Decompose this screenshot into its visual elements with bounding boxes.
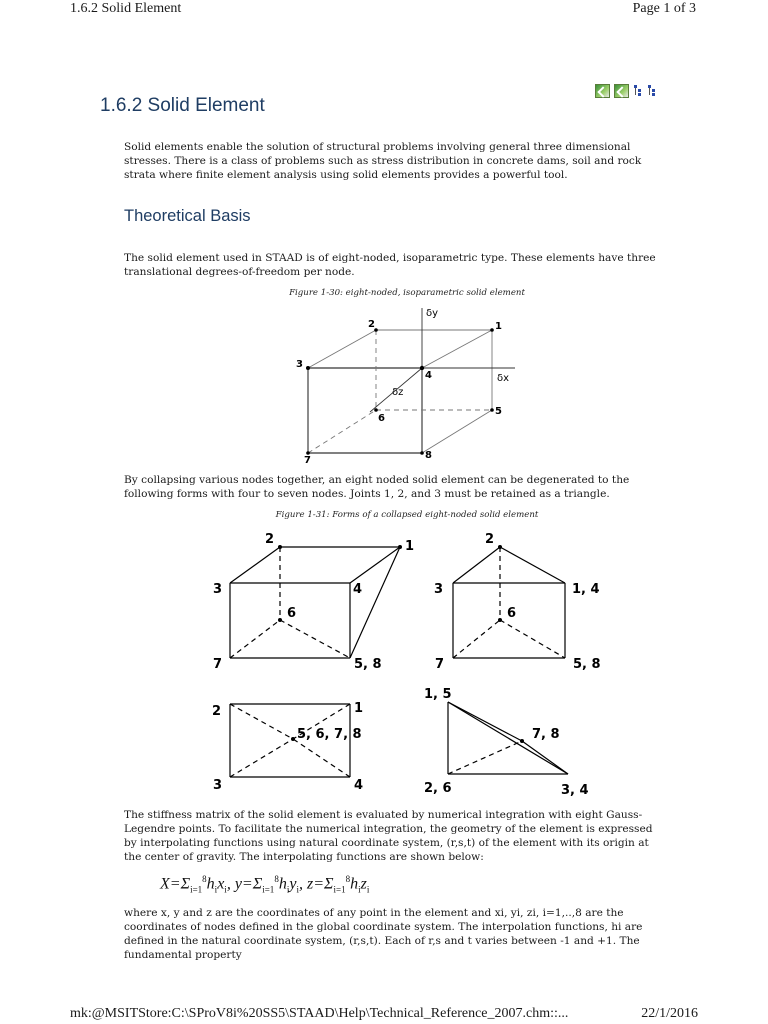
node-label: 6: [507, 606, 517, 621]
figure-1-30-caption: Figure 1-30: eight-noded, isoparametric solid element: [289, 288, 525, 298]
node-label: 7, 8: [532, 727, 560, 742]
node-label: 5, 6, 7, 8: [297, 727, 362, 742]
sum-lower: i=1: [262, 884, 275, 895]
document-path: mk:@MSITStore:C:\SProV8i%20SS5\STAAD\Help\Technical_Reference_2007.chm::...: [70, 1006, 569, 1021]
axis-dy-label: δy: [426, 308, 439, 319]
h-index: i: [358, 884, 361, 895]
node-label: 3, 4: [561, 783, 589, 798]
node-label: 5, 8: [354, 657, 382, 672]
axis-dx-label: δx: [497, 373, 510, 384]
sum-lower: i=1: [190, 884, 203, 895]
interpolation-formula: $X=\Sigma_{i=1}^8h_ix_i$, $y=\Sigma_{i=1}^8h_iy_i$, $z=\Sigma_{i=1}^8h_iz_i$: [160, 874, 370, 895]
node-label: 6: [287, 606, 297, 621]
z-index: i: [366, 884, 370, 895]
intro-paragraph: Solid elements enable the solution of structural problems involving general three dimensional stresses. There is a class of problems such as stress distribution in concrete dams, soil and rock strata where finite element analysis using solid elements provides a powerful tool.: [124, 141, 642, 181]
expand-tree-icon[interactable]: [633, 84, 643, 98]
z-term: z: [360, 875, 367, 893]
node-label: 7: [213, 657, 223, 672]
node-label: 3: [213, 582, 223, 597]
stiffness-matrix-paragraph: The stiffness matrix of the solid element is evaluated by numerical integration with eight Gauss-Legendre points. To facilitate the numerical integration, the geometry of the element is expressed by interpolating functions using natural coordinate system, (r,s,t) of the element with its origin at the center of gravity. The interpolating functions are shown below:: [124, 809, 653, 863]
node-8: 8: [425, 450, 432, 461]
axis-dz-label: δz: [392, 387, 404, 398]
node-7: 7: [304, 455, 311, 465]
h-index: i: [286, 884, 290, 895]
figure-1-30-solid-element: [290, 300, 530, 465]
figure-1-31-form-c: [205, 692, 390, 800]
sum-symbol: Σ: [323, 875, 334, 893]
node-label: 5, 8: [573, 657, 601, 672]
sum-upper: 8: [202, 874, 207, 884]
x-term: x: [217, 875, 225, 893]
formula-y: y: [234, 875, 242, 893]
sum-lower: i=1: [333, 884, 346, 895]
sum-symbol: Σ: [252, 875, 263, 893]
page-title: 1.6.2 Solid Element: [100, 95, 265, 116]
formula-x: X: [160, 875, 170, 893]
node-label: 4: [354, 778, 364, 793]
node-label: 1, 4: [572, 582, 600, 597]
sum-upper: 8: [345, 874, 351, 884]
h-index: i: [214, 884, 218, 895]
collapse-tree-icon[interactable]: [647, 84, 657, 98]
sum-symbol: Σ: [180, 875, 191, 893]
node-label: 2, 6: [424, 781, 452, 796]
node-2: 2: [368, 319, 375, 330]
node-label: 1: [405, 539, 415, 554]
theoretical-basis-heading: Theoretical Basis: [124, 207, 251, 225]
figure-1-31-form-a: [205, 528, 420, 676]
node-label: 2: [212, 704, 222, 719]
figure-1-31-caption: Figure 1-31: Forms of a collapsed eight-noded solid element: [275, 510, 539, 520]
h-term: h: [206, 875, 215, 893]
node-label: 7: [435, 657, 445, 672]
node-label: 3: [213, 778, 223, 793]
node-label: 4: [353, 582, 363, 597]
y-term: y: [289, 875, 297, 893]
next-topic-icon[interactable]: [614, 84, 629, 98]
coordinates-paragraph: where x, y and z are the coordinates of any point in the element and xi, yi, zi, i=1,..,8 are the coordinates of nodes defined in the global coordinate system. The interpolation functions, hi are defined in the natural coordinate system, (r,s,t). Each of r,s and t varies between -1 and +1. The fundamental property: [124, 907, 643, 961]
y-index: i: [296, 884, 299, 895]
browser-page-title: 1.6.2 Solid Element: [70, 1, 182, 16]
print-date: 22/1/2016: [641, 1006, 698, 1021]
node-label: 1, 5: [424, 687, 452, 702]
element-type-paragraph: The solid element used in STAAD is of eight-noded, isoparametric type. These elements have three translational degrees-of-freedom per node.: [124, 252, 656, 278]
page-count: Page 1 of 3: [632, 1, 696, 16]
figure-1-31-form-b: [425, 528, 615, 676]
node-label: 3: [434, 582, 444, 597]
prev-topic-icon[interactable]: [595, 84, 610, 98]
formula-z: z: [306, 875, 314, 893]
node-label: 1: [354, 701, 364, 716]
node-6: 6: [378, 413, 385, 424]
node-label: 2: [485, 532, 495, 547]
node-1: 1: [495, 321, 502, 332]
node-label: 2: [265, 532, 275, 547]
h-term: h: [278, 875, 287, 893]
node-3: 3: [296, 359, 303, 370]
collapsing-nodes-paragraph: By collapsing various nodes together, an eight noded solid element can be degenerated to the following forms with four to seven nodes. Joints 1, 2, and 3 must be retained as a triangle.: [124, 474, 630, 500]
sum-upper: 8: [274, 874, 279, 884]
h-term: h: [350, 875, 359, 893]
node-4: 4: [425, 370, 432, 381]
node-5: 5: [495, 406, 502, 417]
help-toolbar: [595, 84, 657, 98]
x-index: i: [224, 884, 227, 895]
figure-1-31-form-d: [420, 684, 610, 800]
